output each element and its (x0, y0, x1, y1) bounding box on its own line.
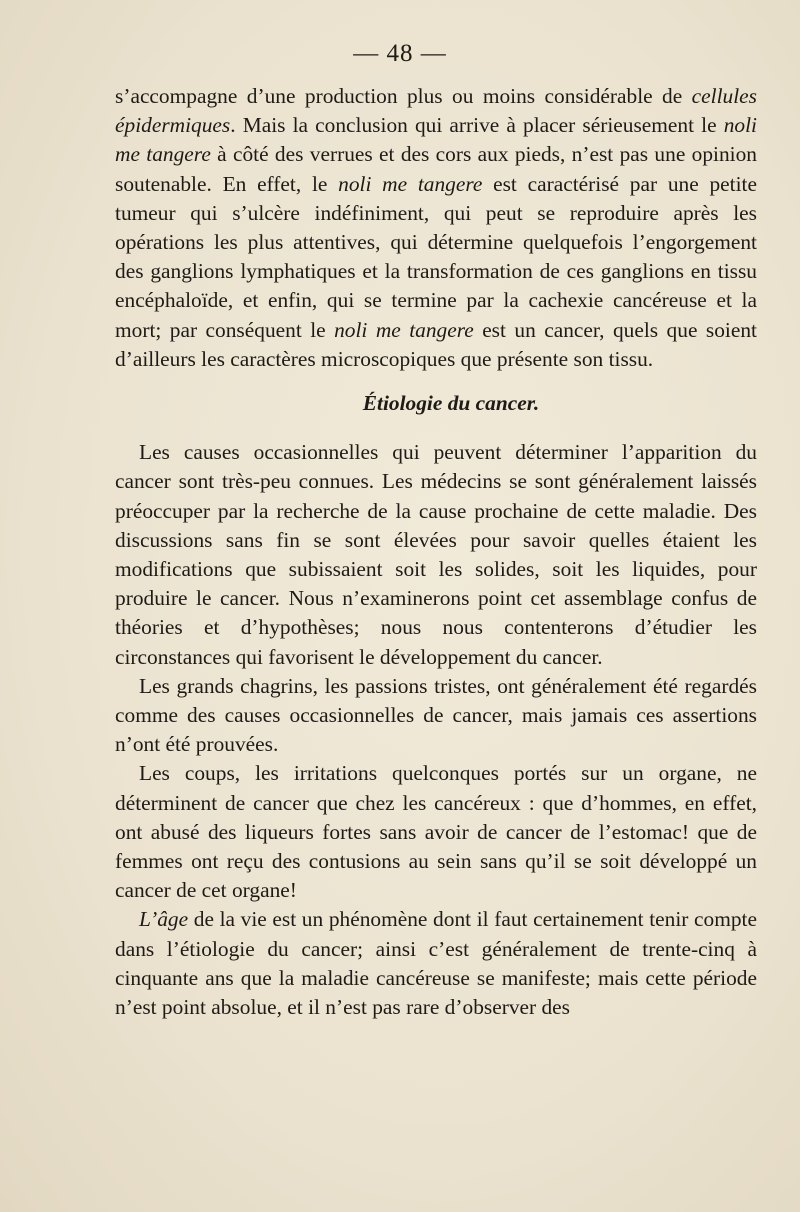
body-text (115, 82, 757, 1022)
paragraph-coups: Les coups, les irritations quelconques portés sur un organe, ne déterminent de cancer que chez les cancéreux : que d’hommes, en effet, ont abusé des liqueurs fortes sans avoir de cancer de l’estomac! que de femmes ont reçu des contusions au sein sans qu’il se soit développé un cancer de cet organe! (115, 761, 757, 903)
section-heading-text: Étiologie du cancer. (362, 391, 540, 416)
section-heading (115, 389, 757, 418)
paragraph-age (115, 905, 757, 1022)
italic-term: noli me tangere (115, 113, 757, 167)
paragraph-noli-me-tangere (115, 82, 757, 374)
text-span: est un cancer, quels que soient d’ailleurs les caractères microscopiques que présente son tissu. (115, 317, 757, 371)
text-span: s’accompagne d’une production plus ou moins considérable de (115, 84, 692, 108)
text-span: . Mais la conclusion qui arrive à placer sérieusement le (230, 113, 724, 138)
italic-term: L’âge (139, 907, 189, 932)
page-number: — 48 — (353, 40, 447, 67)
text-span: à côté des verrues et des cors aux pieds, n’est pas une opinion soutenable. En effet, le (115, 142, 757, 196)
italic-term: cellules épidermiques (115, 84, 757, 138)
text-span: est caractérisé par une petite tumeur qui s’ulcère indéfiniment, qui peut se reproduire après les opérations les plus attentives, qui détermine quelquefois l’engorgement des ganglions lymphatiques et la transformation de ces ganglions en tissu encéphaloïde, et enfin, qui se termine par la cachexie cancéreuse et la mort; par conséquent le (115, 171, 757, 342)
paragraph-chagrins: Les grands chagrins, les passions tristes, ont généralement été regardés comme des causes occasionnelles de cancer, mais jamais ces assertions n’ont été prouvées. (115, 673, 757, 757)
paragraph-causes: Les causes occasionnelles qui peuvent déterminer l’apparition du cancer sont très-peu connues. Les médecins se sont généralement laissés préoccuper par la recherche de la cause prochaine de cette maladie. Des discussions sans fin se sont élevées pour savoir quelles étaient les modifications que subissaient soit les solides, soit les liquides, pour produire le cancer. Nous n’examinerons point cet assemblage confus de théories et d’hypothèses; nous nous contenterons d’étudier les circonstances qui favorisent le développement du cancer. (115, 440, 757, 669)
text-span: de la vie est un phénomène dont il faut certainement tenir compte dans l’étiologie du cancer; ainsi c’est généralement de trente-cinq à cinquante ans que la maladie cancéreuse se manifeste; mais cette période n’est point absolue, et il n’est pas rare d’observer des (115, 907, 757, 1020)
italic-term: noli me tangere (338, 171, 483, 196)
italic-term: noli me tangere (334, 317, 474, 342)
